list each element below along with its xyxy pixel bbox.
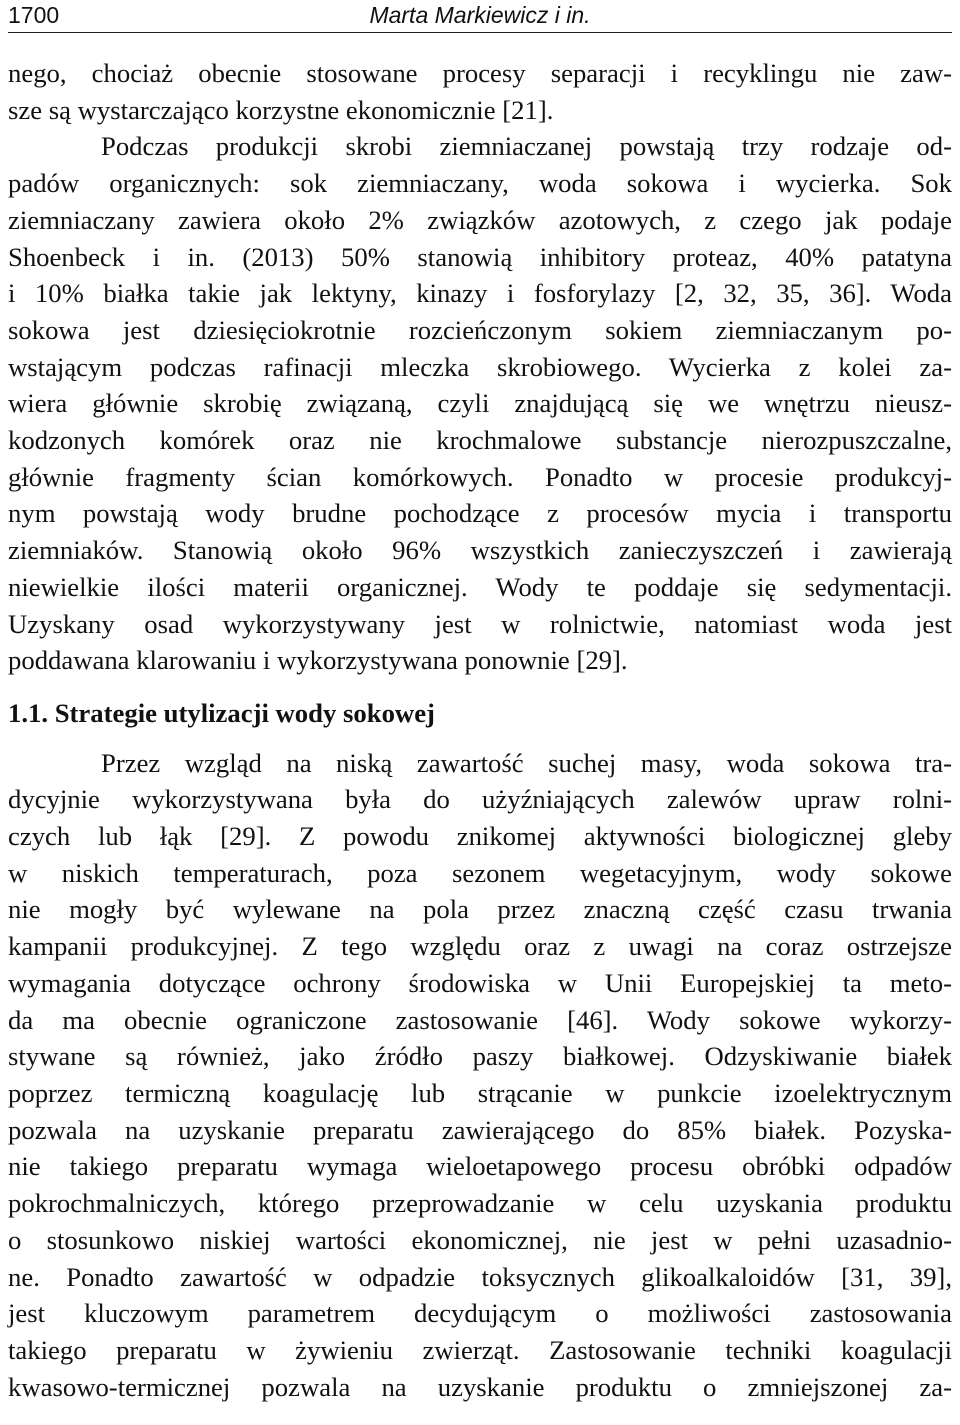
- text-line: nie mogły być wylewane na pola przez znaczną część czasu trwania: [8, 894, 952, 925]
- text-line: stywane są również, jako źródło paszy białkowej. Odzyskiwanie białek: [8, 1041, 952, 1072]
- text-line: pozwala na uzyskanie preparatu zawierającego do 85% białek. Pozyska-: [8, 1114, 952, 1145]
- text-line: da ma obecnie ograniczone zastosowanie [46]. Wody sokowe wykorzy-: [8, 1004, 952, 1035]
- text-line: ziemniaków. Stanowią około 96% wszystkich zanieczyszczeń i zawierają: [8, 535, 952, 566]
- text-line: głównie fragmenty ścian komórkowych. Ponadto w procesie produkcyj-: [8, 461, 952, 492]
- text-line: sze są wystarczająco korzystne ekonomicznie [21].: [8, 94, 554, 125]
- text-line: nym powstają wody brudne pochodzące z procesów mycia i transportu: [8, 498, 952, 529]
- running-head-authors: Marta Markiewicz i in.: [369, 2, 591, 28]
- text-line: pokrochmalniczych, którego przeprowadzanie w celu uzyskania produktu: [8, 1188, 952, 1219]
- text-line: poprzez termiczną koagulację lub strącanie w punkcie izoelektrycznym: [8, 1077, 952, 1108]
- text-line: Uzyskany osad wykorzystywany jest w rolnictwie, natomiast woda jest: [8, 608, 952, 639]
- text-line: nie takiego preparatu wymaga wieloetapowego procesu obróbki odpadów: [8, 1151, 952, 1182]
- body-text-section-1: [8, 55, 952, 679]
- text-line: czych lub łąk [29]. Z powodu znikomej aktywności biologicznej gleby: [8, 821, 952, 852]
- text-line: takiego preparatu w żywieniu zwierząt. Zastosowanie techniki koagulacji: [8, 1334, 952, 1365]
- text-line: dycyjnie wykorzystywana była do użyźniających zalewów upraw rolni-: [8, 784, 952, 815]
- text-line: ne. Ponadto zawartość w odpadzie toksycznych glikoalkaloidów [31, 39],: [8, 1261, 952, 1292]
- text-line: wstającym podczas rafinacji mleczka skrobiowego. Wycierka z kolei za-: [8, 351, 952, 382]
- text-line: ziemniaczany zawiera około 2% związków azotowych, z czego jak podaje: [8, 204, 952, 235]
- text-line: kodzonych komórek oraz nie krochmalowe substancje nierozpuszczalne,: [8, 425, 952, 456]
- text-line: sokowa jest dziesięciokrotnie rozcieńczonym sokiem ziemniaczanym po-: [8, 314, 952, 345]
- page-number: 1700: [8, 2, 60, 28]
- text-line: poddawana klarowaniu i wykorzystywana ponownie [29].: [8, 645, 628, 676]
- text-line: nego, chociaż obecnie stosowane procesy separacji i recyklingu nie zaw-: [8, 58, 952, 88]
- text-line: o stosunkowo niskiej wartości ekonomicznej, nie jest w pełni uzasadnio-: [8, 1224, 952, 1255]
- text-line: wymagania dotyczące ochrony środowiska w Unii Europejskiej ta meto-: [8, 967, 952, 998]
- page: [8, 0, 952, 1405]
- text-line: Shoenbeck i in. (2013) 50% stanowią inhibitory proteaz, 40% patatyna: [8, 241, 952, 272]
- text-line: padów organicznych: sok ziemniaczany, woda sokowa i wycierka. Sok: [8, 168, 952, 199]
- text-line: wiera głównie skrobię związaną, czyli znajdującą się we wnętrzu nieusz-: [8, 388, 952, 419]
- text-line: kwasowo-termicznej pozwala na uzyskanie produktu o zmniejszonej za-: [8, 1371, 952, 1402]
- text-line: w niskich temperaturach, poza sezonem wegetacyjnym, wody sokowe: [8, 857, 952, 888]
- text-line: Podczas produkcji skrobi ziemniaczanej powstają trzy rodzaje od-: [101, 131, 952, 162]
- text-line: Przez wzgląd na niską zawartość suchej masy, woda sokowa tra-: [101, 747, 952, 778]
- text-line: i 10% białka takie jak lektyny, kinazy i fosforylazy [2, 32, 35, 36]. Woda: [8, 278, 952, 309]
- running-header: [8, 0, 952, 33]
- section-heading: 1.1. Strategie utylizacji wody sokowej: [8, 697, 435, 728]
- text-line: niewielkie ilości materii organicznej. Wody te poddaje się sedymentacji.: [8, 571, 952, 602]
- body-text-section-2: [8, 745, 952, 1406]
- text-line: jest kluczowym parametrem decydującym o możliwości zastosowania: [8, 1298, 952, 1329]
- text-line: kampanii produkcyjnej. Z tego względu oraz z uwagi na coraz ostrzejsze: [8, 931, 952, 962]
